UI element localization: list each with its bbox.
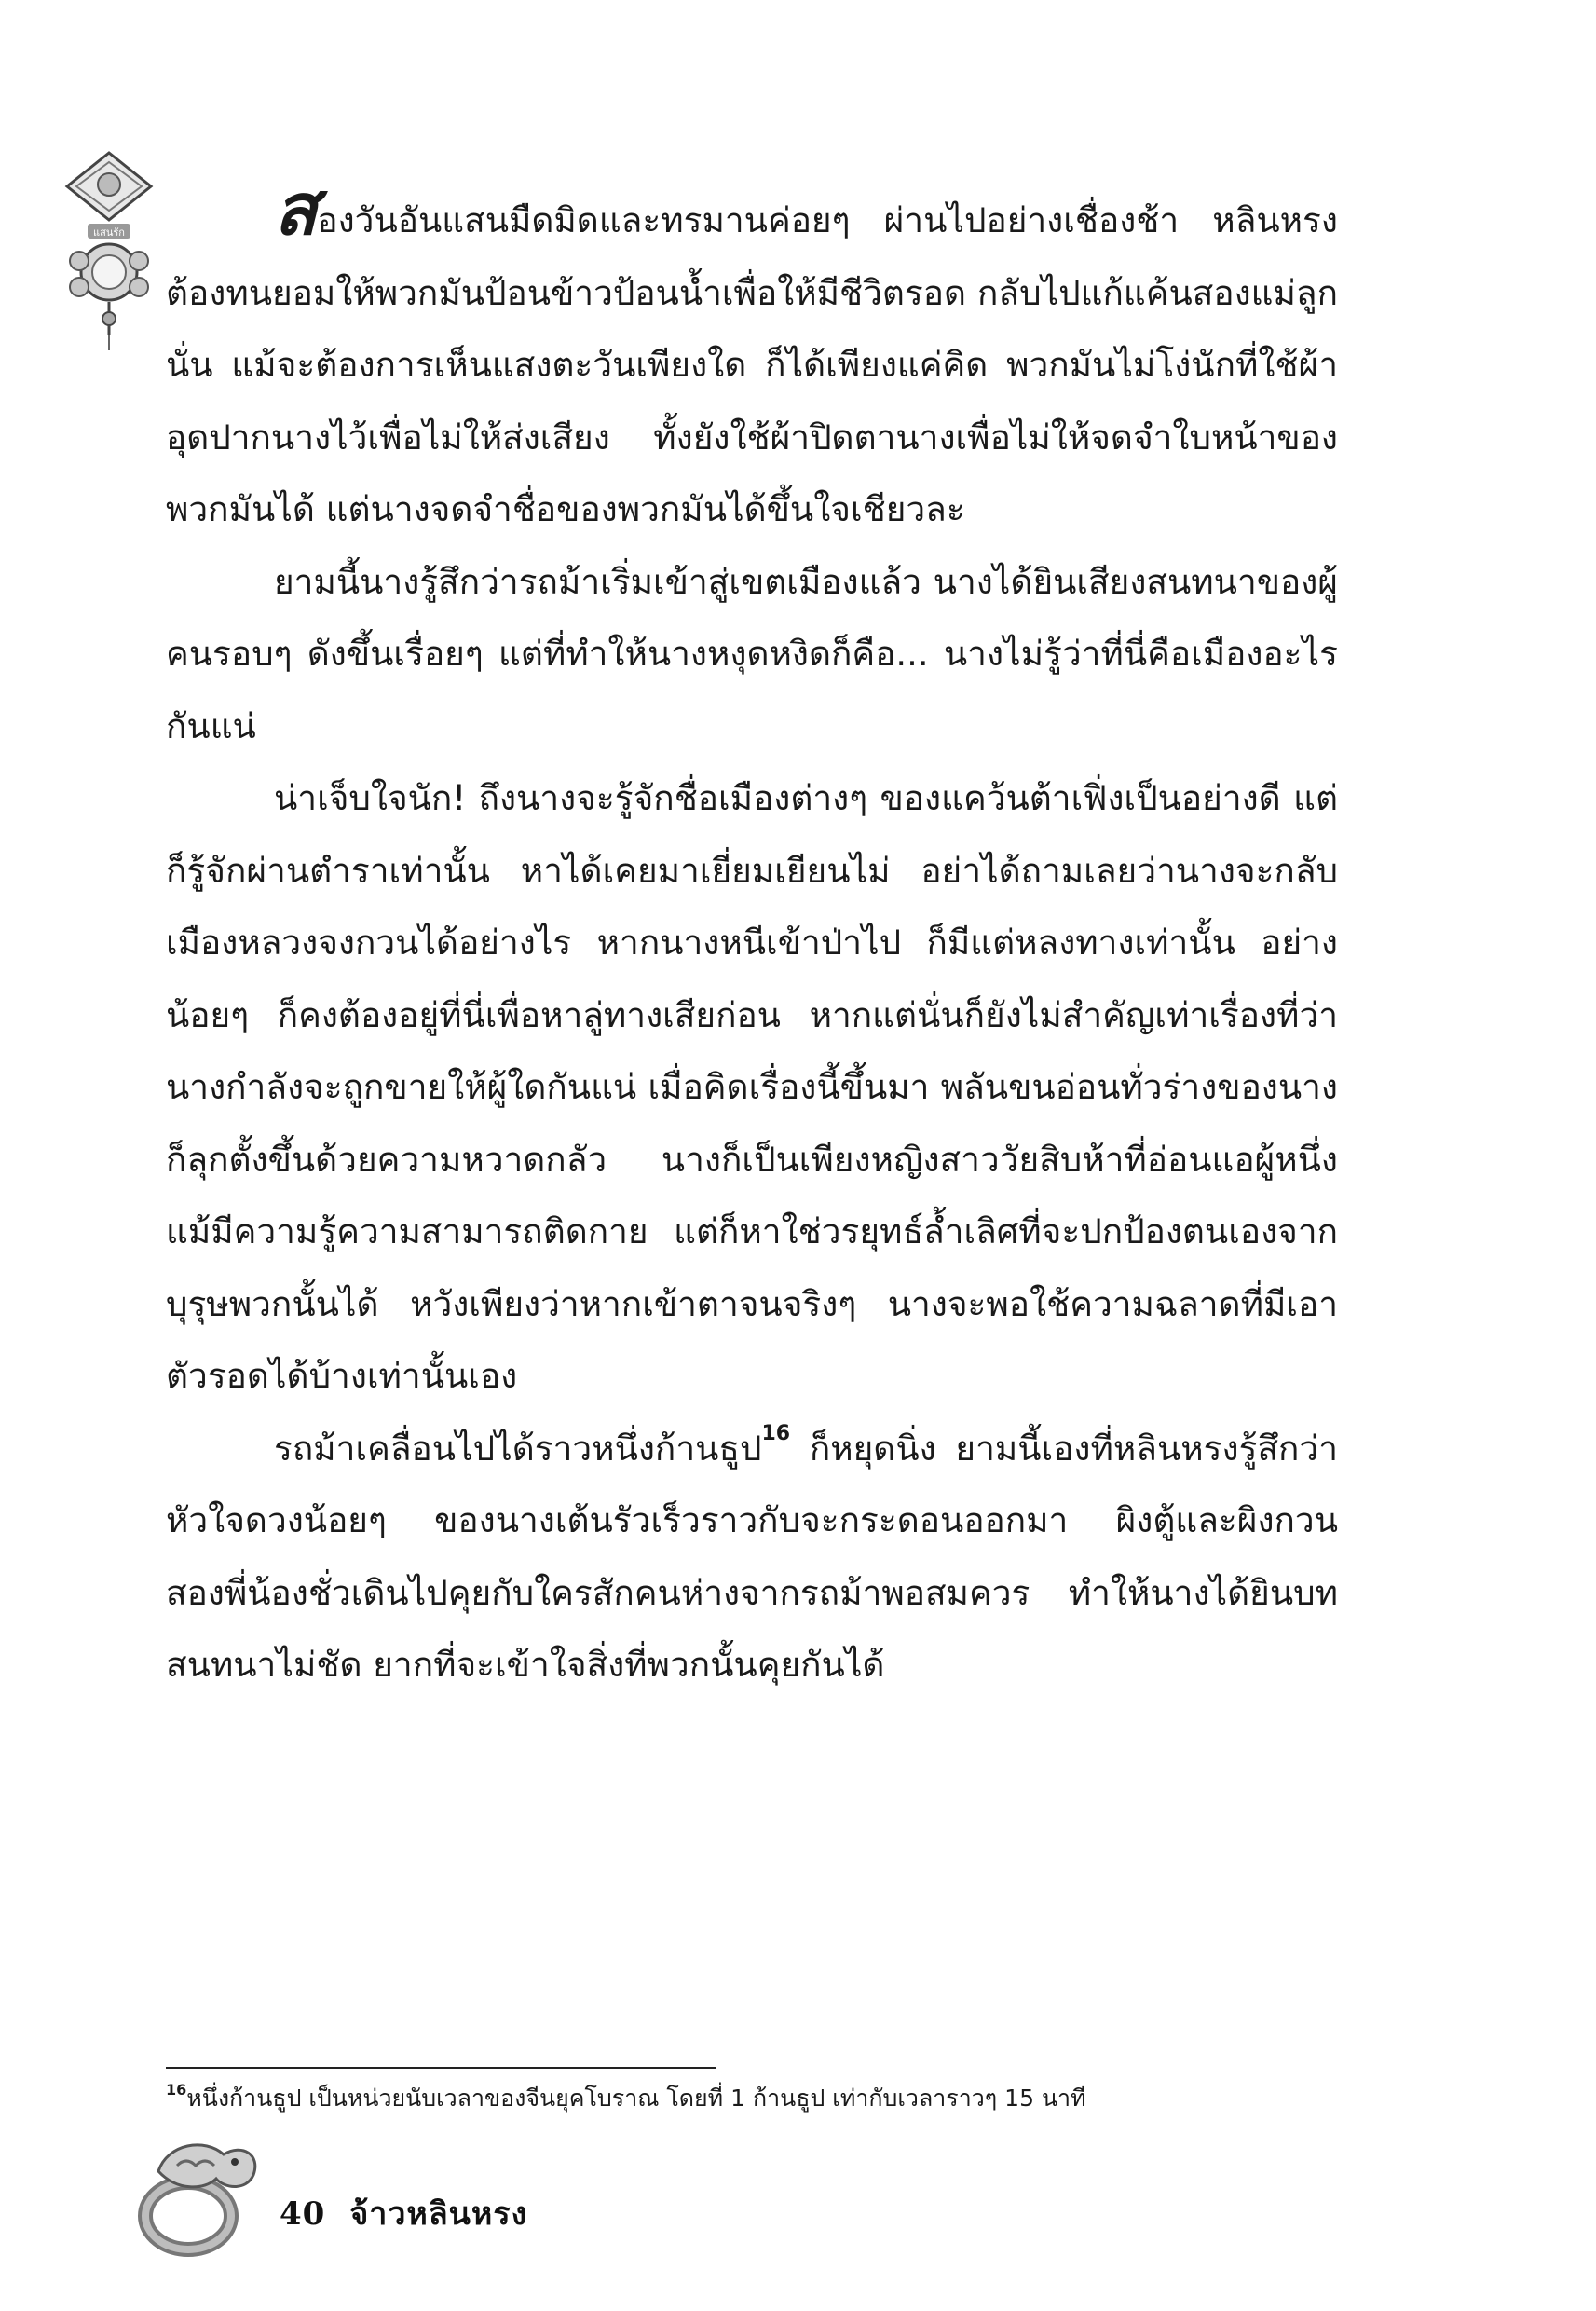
paragraph-text: รถม้าเคลื่อนไปได้ราวหนึ่งก้านธูป [274, 1428, 762, 1469]
chapter-body [166, 168, 1338, 1702]
book-title: จ้าวหลินหรง [349, 2195, 528, 2233]
page-number: 40 [280, 2195, 326, 2233]
paragraph [166, 762, 1338, 1413]
paragraph [166, 546, 1338, 763]
footnote-number: 16 [166, 2081, 187, 2099]
footnote-divider [166, 2067, 716, 2069]
footnote-reference[interactable]: 16 [761, 1421, 791, 1445]
paragraph-text: ก็หยุดนิ่ง ยามนี้เองที่หลินหรงรู้สึกว่าหัวใจดวงน้อยๆ ของนางเต้นรัวเร็วราวกับจะกระดอนออกมา ผิงตู้และผิงกวนสองพี่น้องชั่วเดินไปคุยกับใครสักคนห่างจากรถม้าพอสมควร ทำให้นางได้ยินบทสนทนาไม่ชัด ยากที่จะเข้าใจสิ่งที่พวกนั้นคุยกันได้ [166, 1428, 1338, 1685]
footnote [166, 2078, 1338, 2119]
paragraph-text: องวันอันแสนมืดมิดและทรมานค่อยๆ ผ่านไปอย่างเชื่องช้า หลินหรงต้องทนยอมให้พวกมันป้อนข้าวป้อนน้ำเพื่อให้มีชีวิตรอด กลับไปแก้แค้นสองแม่ลูกนั่น แม้จะต้องการเห็นแสงตะวันเพียงใด ก็ได้เพียงแค่คิด พวกมันไม่โง่นักที่ใช้ผ้าอุดปากนางไว้เพื่อไม่ให้ส่งเสียง ทั้งยังใช้ผ้าปิดตานางเพื่อไม่ให้จดจำใบหน้าของพวกมันได้ แต่นางจดจำชื่อของพวกมันได้ขึ้นใจเชียวละ [166, 200, 1338, 529]
drop-cap: ส [274, 168, 318, 251]
footnote-text: หนึ่งก้านธูป เป็นหน่วยนับเวลาของจีนยุคโบราณ โดยที่ 1 ก้านธูป เท่ากับเวลาราวๆ 15 นาที [186, 2085, 1086, 2112]
paragraph-text: น่าเจ็บใจนัก! ถึงนางจะรู้จักชื่อเมืองต่างๆ ของแคว้นต้าเฟิ่งเป็นอย่างดี แต่ก็รู้จักผ่านตำราเท่านั้น หาได้เคยมาเยี่ยมเยียนไม่ อย่าได้ถามเลยว่านางจะกลับเมืองหลวงจงกวนได้อย่างไร หากนางหนีเข้าป่าไป ก็มีแต่หลงทางเท่านั้น อย่างน้อยๆ ก็คงต้องอยู่ที่นี่เพื่อหาลู่ทางเสียก่อน หากแต่นั่นก็ยังไม่สำคัญเท่าเรื่องที่ว่านางกำลังจะถูกขายให้ผู้ใดกันแน่ เมื่อคิดเรื่องนี้ขึ้นมา พลันขนอ่อนทั่วร่างของนางก็ลุกตั้งขึ้นด้วยความหวาดกลัว นางก็เป็นเพียงหญิงสาววัยสิบห้าที่อ่อนแอผู้หนึ่ง แม้มีความรู้ความสามารถติดกาย แต่ก็หาใช่วรยุทธ์ล้ำเลิศที่จะปกป้องตนเองจากบุรุษพวกนั้นได้ หวังเพียงว่าหากเข้าตาจนจริงๆ นางจะพอใช้ความฉลาดที่มีเอาตัวรอดได้บ้างเท่านั้นเอง [166, 778, 1338, 1396]
paragraph [166, 1413, 1338, 1702]
svg-text:แสนรัก: แสนรัก [93, 226, 125, 239]
paragraph-text: ยามนี้นางรู้สึกว่ารถม้าเริ่มเข้าสู่เขตเมืองแล้ว นางได้ยินเสียงสนทนาของผู้คนรอบๆ ดังขึ้นเรื่อยๆ แต่ที่ทำให้นางหงุดหงิดก็คือ... นางไม่รู้ว่าที่นี่คือเมืองอะไรกันแน่ [166, 561, 1338, 746]
jade-seal-ornament-icon [54, 149, 164, 354]
jade-dragon-ring-icon [130, 2134, 270, 2260]
paragraph [166, 168, 1338, 546]
page-footer [280, 2188, 527, 2238]
